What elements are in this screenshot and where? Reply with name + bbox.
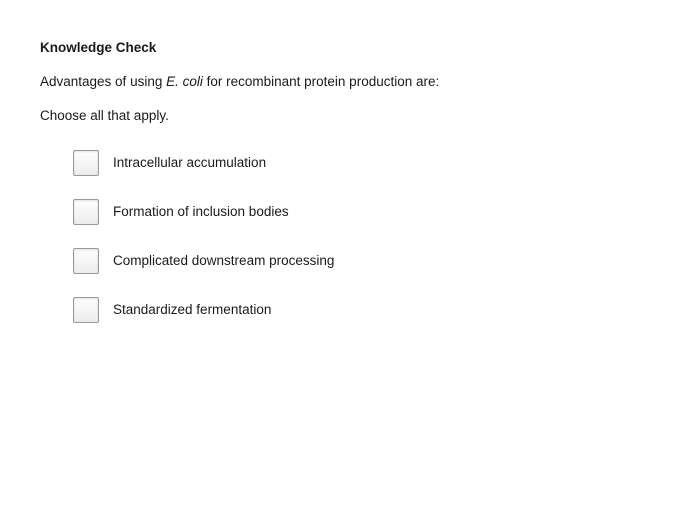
knowledge-check-panel	[40, 38, 660, 344]
quiz-title: Knowledge Check	[40, 40, 157, 55]
instruction-text: Choose all that apply.	[40, 108, 169, 123]
option-label[interactable]: Complicated downstream processing	[113, 253, 335, 268]
question-suffix: for recombinant protein production are:	[202, 74, 440, 89]
option-label[interactable]: Formation of inclusion bodies	[113, 204, 289, 219]
question-organism: E. coli	[166, 74, 203, 89]
option-checkbox[interactable]	[73, 297, 99, 323]
option-checkbox[interactable]	[73, 199, 99, 225]
option-checkbox[interactable]	[73, 150, 99, 176]
question-prefix: Advantages of using	[40, 74, 167, 89]
question-text	[40, 72, 660, 92]
option-standardized-fermentation[interactable]	[73, 295, 660, 325]
option-label[interactable]: Intracellular accumulation	[113, 155, 267, 170]
option-intracellular-accumulation[interactable]	[73, 148, 660, 178]
option-checkbox[interactable]	[73, 248, 99, 274]
answer-options	[40, 148, 660, 325]
option-inclusion-bodies[interactable]	[73, 197, 660, 227]
option-label[interactable]: Standardized fermentation	[113, 302, 272, 317]
option-complicated-downstream[interactable]	[73, 246, 660, 276]
